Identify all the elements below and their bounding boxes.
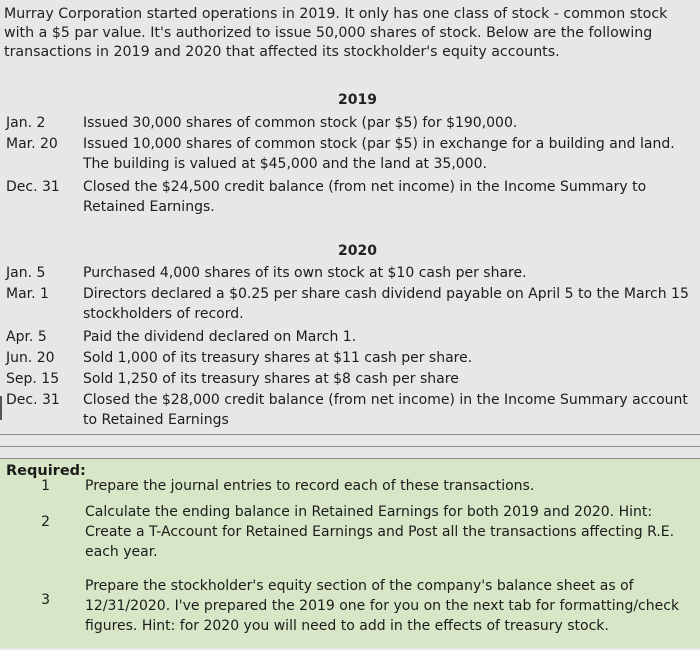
required-heading: Required: xyxy=(6,463,86,479)
transaction-text: Closed the $24,500 credit balance (from net income) in the Income Summary to Retained Earnings. xyxy=(83,179,647,215)
transaction-date: Jan. 5 xyxy=(6,265,46,281)
required-item-text: Calculate the ending balance in Retained Earnings for both 2019 and 2020. Hint: Create a T-Account for Retained Earnings and Post all the transactions affecting R.E. each year. xyxy=(85,504,675,560)
transaction-row xyxy=(0,390,700,432)
required-item-number: 1 xyxy=(41,478,50,494)
transaction-row xyxy=(0,177,700,219)
transaction-text: Issued 10,000 shares of common stock (par $5) in exchange for a building and land. The building is valued at $45,000 and the land at 35,000. xyxy=(83,136,675,172)
transaction-row xyxy=(0,134,700,176)
required-item-number: 2 xyxy=(41,514,50,530)
divider xyxy=(0,458,700,459)
transaction-date: Jan. 2 xyxy=(6,115,46,131)
year-heading-2020: 2020 xyxy=(338,243,377,259)
transaction-date: Jun. 20 xyxy=(6,350,55,366)
required-item-number: 3 xyxy=(41,592,50,608)
transaction-row xyxy=(0,369,700,389)
transaction-date: Apr. 5 xyxy=(6,329,47,345)
required-item-text: Prepare the journal entries to record each of these transactions. xyxy=(85,478,535,494)
divider xyxy=(0,434,700,435)
transaction-row xyxy=(0,327,700,347)
transaction-date: Sep. 15 xyxy=(6,371,60,387)
cell-selection-border xyxy=(0,396,2,420)
transaction-text: Issued 30,000 shares of common stock (par $5) for $190,000. xyxy=(83,115,518,131)
transaction-text: Sold 1,000 of its treasury shares at $11 cash per share. xyxy=(83,350,473,366)
transaction-text: Closed the $28,000 credit balance (from net income) in the Income Summary account to Retained Earnings xyxy=(83,392,688,428)
transaction-text: Paid the dividend declared on March 1. xyxy=(83,329,357,345)
transaction-text: Directors declared a $0.25 per share cash dividend payable on April 5 to the March 15 stockholders of record. xyxy=(83,286,689,322)
transaction-row xyxy=(0,284,700,326)
transaction-row xyxy=(0,348,700,368)
transaction-date: Mar. 20 xyxy=(6,136,58,152)
transaction-text: Purchased 4,000 shares of its own stock at $10 cash per share. xyxy=(83,265,527,281)
transaction-date: Dec. 31 xyxy=(6,392,60,408)
year-heading-2019: 2019 xyxy=(338,92,377,108)
transaction-row xyxy=(0,263,700,283)
intro-paragraph: Murray Corporation started operations in 2019. It only has one class of stock - common stock with a $5 par value. It's authorized to issue 50,000 shares of stock. Below are the following transactions in 2019 and 2020 that affected its stockholder's equity accounts. xyxy=(4,6,668,60)
transaction-text: Sold 1,250 of its treasury shares at $8 cash per share xyxy=(83,371,459,387)
required-item-text: Prepare the stockholder's equity section of the company's balance sheet as of 12/31/2020. I've prepared the 2019 one for you on the next tab for formatting/check figures. Hint: for 2020 you will need to add in the effects of treasury stock. xyxy=(85,578,680,634)
divider xyxy=(0,446,700,447)
transaction-row xyxy=(0,113,700,133)
transaction-date: Dec. 31 xyxy=(6,179,60,195)
transaction-date: Mar. 1 xyxy=(6,286,49,302)
